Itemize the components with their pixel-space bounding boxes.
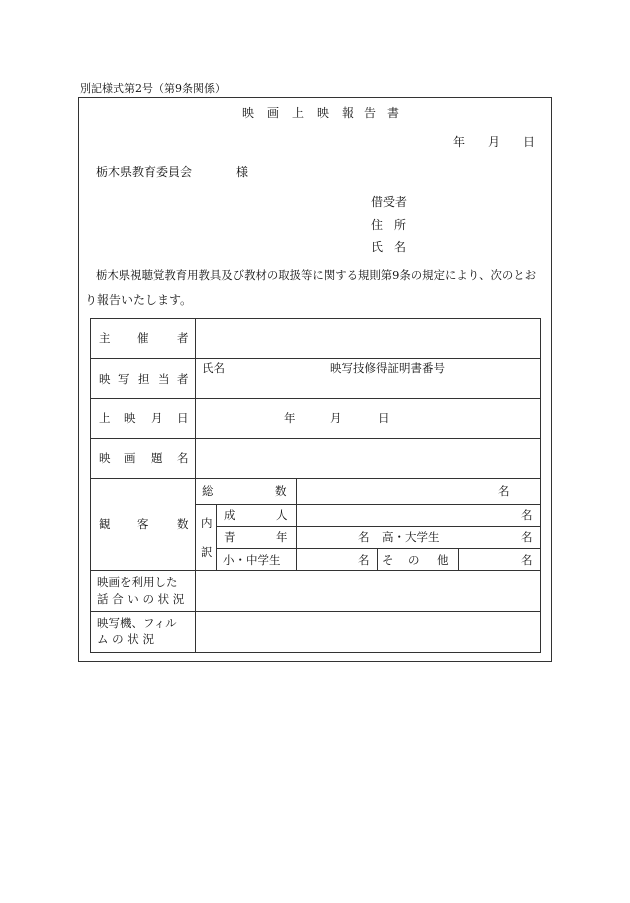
title-char: 上	[292, 106, 305, 120]
breakdown-label: 内	[201, 516, 213, 530]
honorific: 様	[236, 165, 249, 179]
others-label: そ	[382, 553, 394, 567]
projectionist-label: 担	[138, 372, 150, 386]
body-text-line1: 栃木県視聴覚教育用教具及び教材の取扱等に関する規則第9条の規定により、次のとお	[96, 268, 537, 282]
addressee: 栃木県教育委員会	[96, 165, 193, 179]
hs-university-unit: 名	[521, 530, 533, 544]
title-char: 報	[342, 106, 355, 120]
adults-unit: 名	[521, 508, 533, 522]
organizer-label: 主	[99, 331, 111, 345]
equipment-label-line1: 映写機、フィル	[97, 616, 177, 630]
title-char: 画	[267, 106, 280, 120]
title-char: 書	[387, 106, 400, 120]
youth-unit: 名	[358, 530, 370, 544]
total-unit: 名	[498, 484, 510, 498]
projectionist-label: 映	[99, 372, 111, 386]
total-label: 数	[275, 484, 287, 498]
title-char: 映	[317, 106, 330, 120]
discussion-label-line2: 話 合 い の 状 況	[97, 592, 185, 606]
film-title-label: 名	[177, 451, 189, 465]
screening-month: 月	[330, 411, 342, 425]
projectionist-name-label: 氏名	[202, 361, 225, 375]
title-char: 告	[364, 106, 377, 120]
address-label-2: 所	[394, 218, 407, 232]
screening-date-label: 日	[177, 411, 189, 425]
organizer-label: 者	[177, 331, 189, 345]
date-day: 日	[523, 135, 536, 149]
organizer-label: 催	[137, 331, 149, 345]
screening-year: 年	[284, 411, 296, 425]
discussion-label-line1: 映画を利用した	[97, 575, 178, 589]
audience-label: 観	[99, 517, 111, 531]
name-label-2: 名	[394, 240, 407, 254]
certificate-number-label: 映写技修得証明書番号	[330, 361, 445, 375]
elem-middle-unit: 名	[358, 553, 370, 567]
projectionist-label: 者	[177, 372, 189, 386]
address-label-1: 住	[371, 218, 384, 232]
projectionist-label: 写	[118, 372, 130, 386]
film-title-label: 画	[124, 451, 136, 465]
others-label: 他	[437, 553, 449, 567]
youth-label: 年	[276, 530, 288, 544]
form-label: 別記様式第2号（第9条関係）	[80, 82, 226, 95]
projectionist-label: 当	[158, 372, 170, 386]
date-year: 年	[453, 135, 466, 149]
audience-label: 数	[177, 517, 189, 531]
others-label: の	[408, 553, 420, 567]
total-label: 総	[202, 484, 214, 498]
screening-date-label: 月	[151, 411, 163, 425]
equipment-label-line2: ム の 状 況	[97, 632, 154, 646]
date-month: 月	[488, 135, 501, 149]
report-table	[90, 318, 542, 654]
audience-label: 客	[137, 517, 149, 531]
borrower-label: 借受者	[371, 195, 408, 209]
title-char: 映	[242, 106, 255, 120]
adults-label: 人	[276, 508, 288, 522]
others-unit: 名	[521, 553, 533, 567]
elem-middle-label: 小・中学生	[223, 553, 281, 567]
film-title-label: 映	[99, 451, 111, 465]
hs-university-label: 高・大学生	[382, 530, 440, 544]
screening-day: 日	[378, 411, 390, 425]
adults-label: 成	[224, 508, 236, 522]
name-label-1: 氏	[371, 240, 384, 254]
screening-date-label: 映	[124, 411, 136, 425]
breakdown-label: 訳	[201, 545, 213, 559]
body-text-line2: り報告いたします。	[85, 293, 193, 307]
film-title-label: 題	[151, 451, 163, 465]
screening-date-label: 上	[99, 411, 111, 425]
youth-label: 青	[224, 530, 236, 544]
